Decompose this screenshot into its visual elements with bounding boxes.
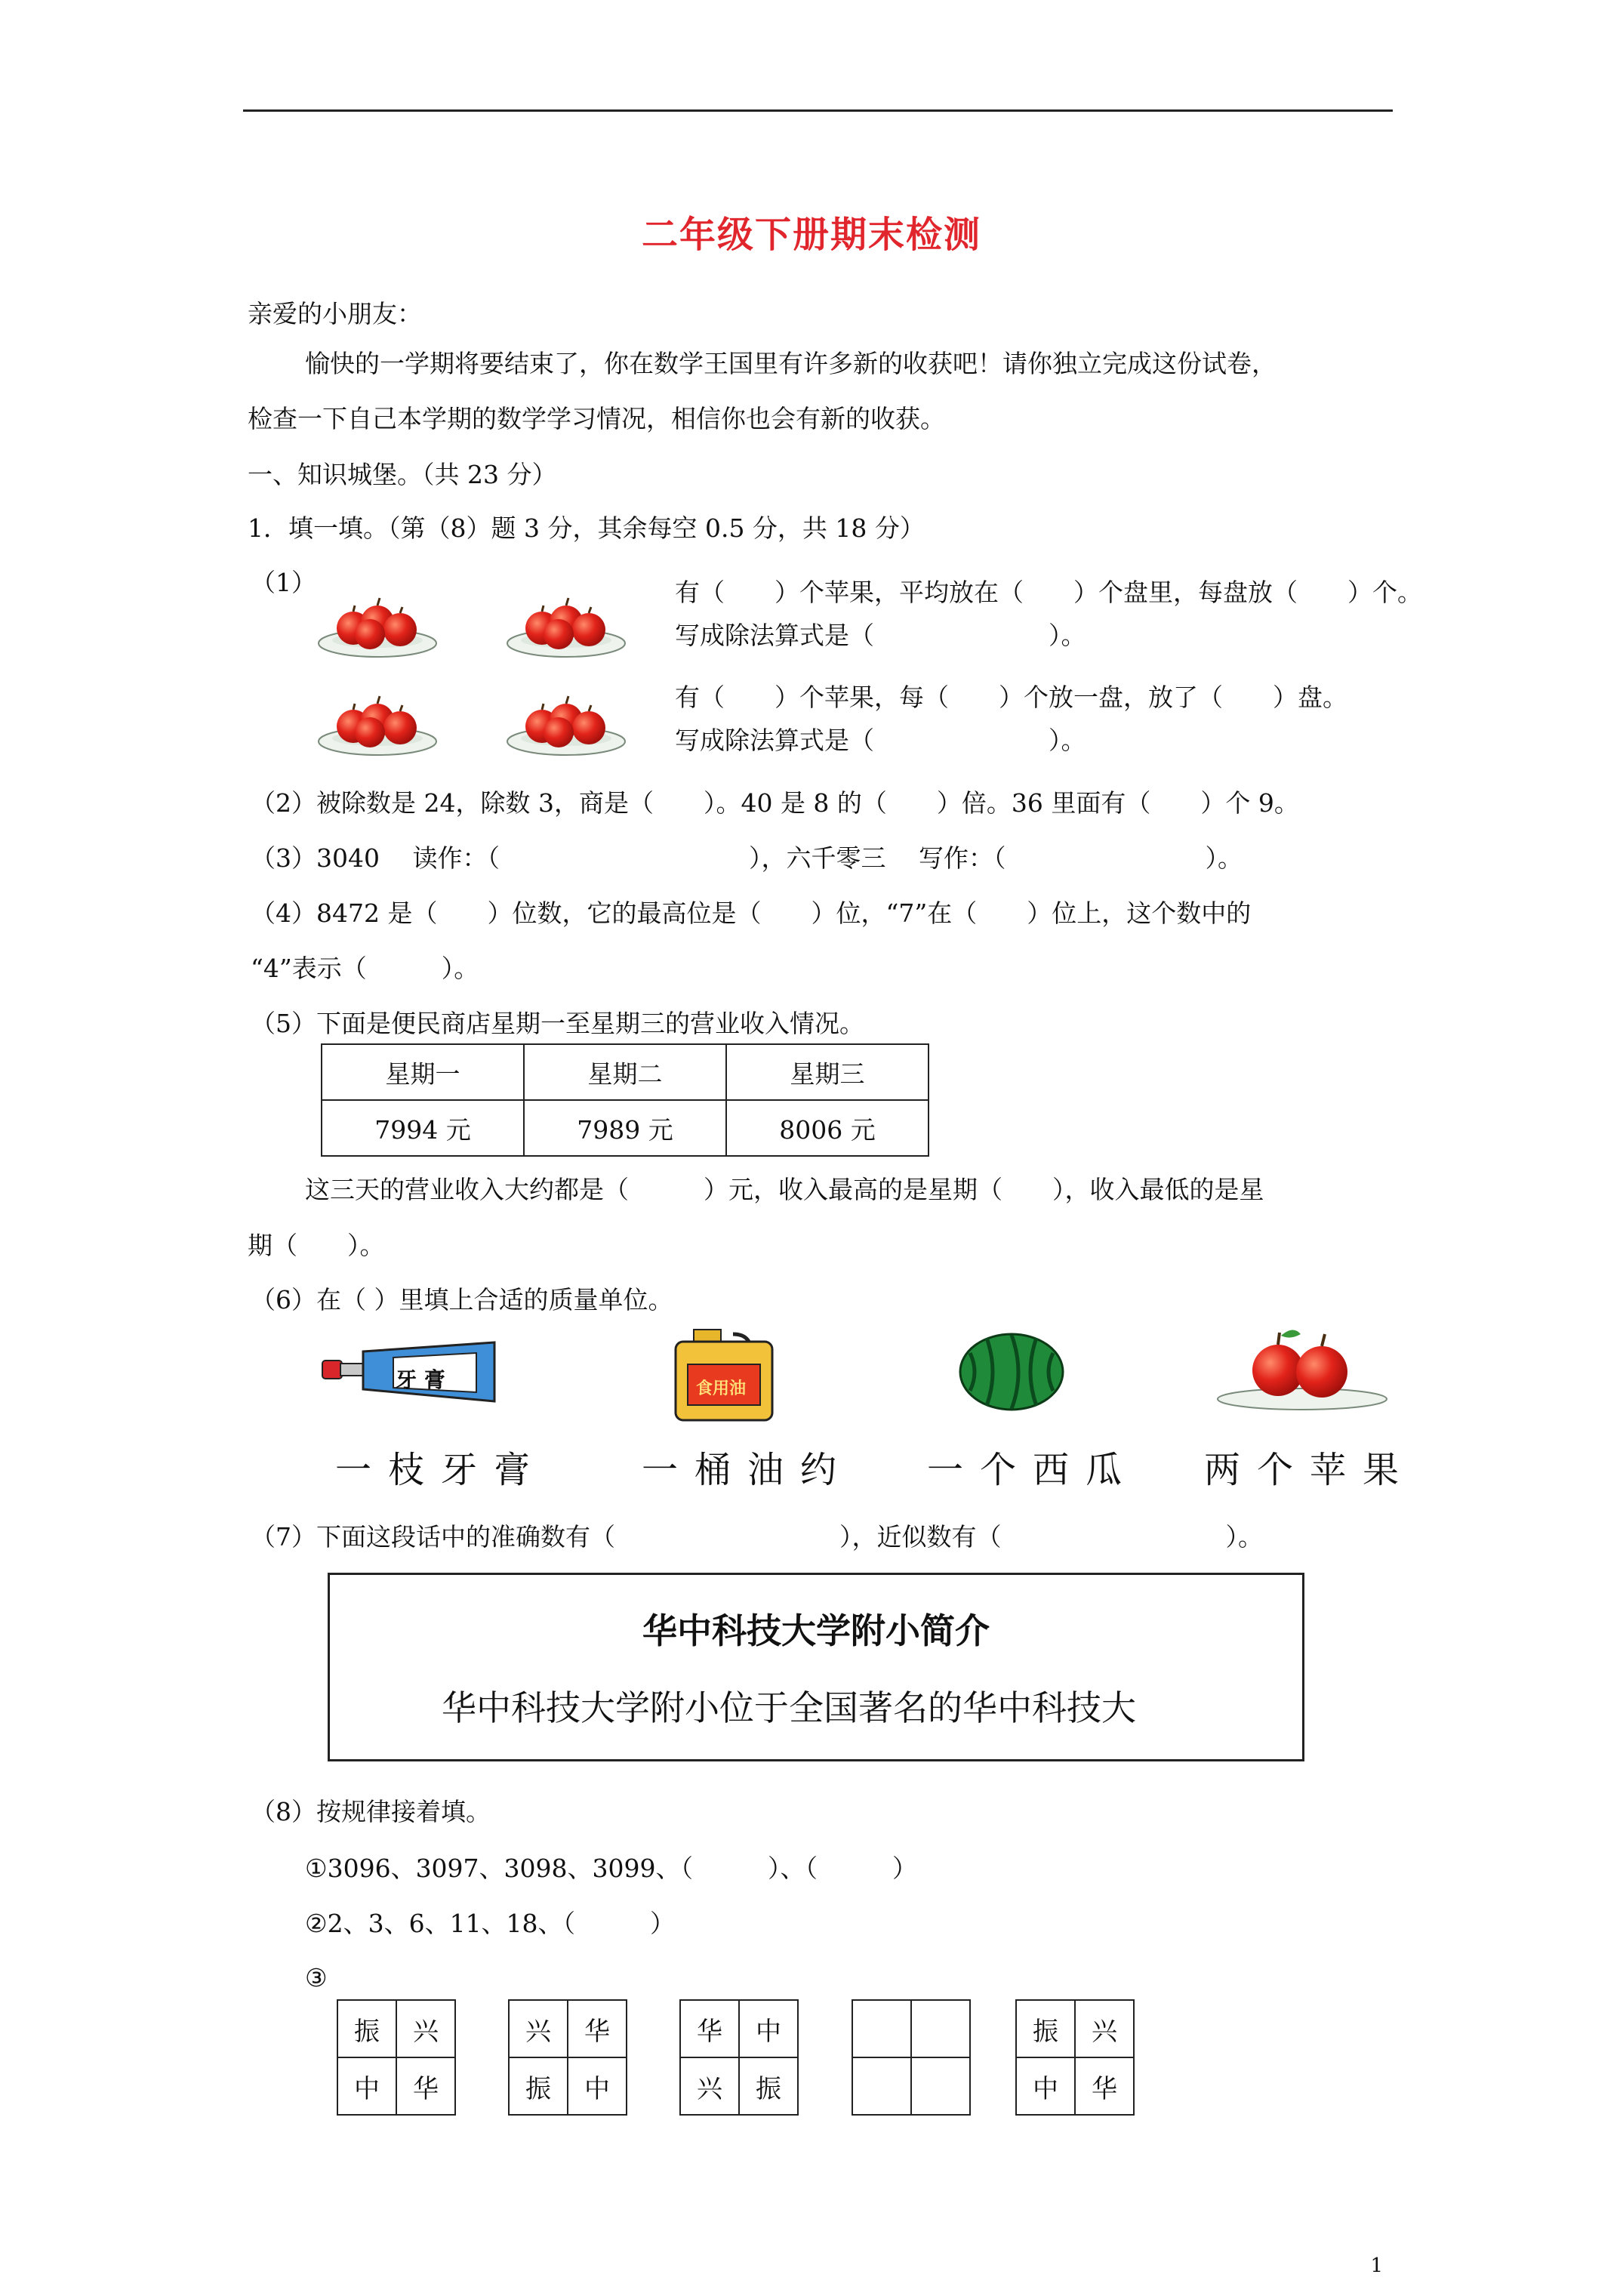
income-header-wed: 星期三 [726, 1044, 929, 1100]
q1-8: （8）按规律接着填。 [251, 1797, 491, 1826]
item-toothpaste: 一枝牙膏 [335, 1449, 547, 1491]
pattern-grid-1 [337, 1999, 456, 2116]
income-header-mon: 星期一 [322, 1044, 524, 1100]
q1-6: （6）在（ ）里填上合适的质量单位。 [251, 1285, 673, 1314]
q1-1-line-a2: 写成除法算式是（ ）。 [675, 621, 1086, 650]
header-rule [243, 109, 1393, 112]
apple-plate-3 [319, 696, 436, 755]
school-intro-text: 华中科技大学附小位于全国著名的华中科技大 [442, 1687, 1136, 1728]
item-apples: 两个苹果 [1204, 1449, 1416, 1491]
grid-cell: 中 [739, 2000, 798, 2057]
q1-1-line-b1: 有（ ）个苹果，每（ ）个放一盘，放了（ ）盘。 [675, 683, 1347, 712]
school-intro-box [328, 1573, 1304, 1761]
school-intro-heading: 华中科技大学附小简介 [642, 1610, 990, 1651]
grid-cell: 中 [1016, 2057, 1075, 2115]
page-title: 二年级下册期末检测 [641, 214, 981, 256]
intro-line-1: 愉快的一学期将要结束了，你在数学王国里有许多新的收获吧！请你独立完成这份试卷， [305, 349, 1277, 378]
oil-bucket-illustration [668, 1325, 781, 1423]
apple-plates-illustration [317, 574, 664, 770]
grid-cell: 兴 [1075, 2000, 1134, 2057]
income-value-wed: 8006 元 [726, 1100, 929, 1156]
pattern-grid-5 [1015, 1999, 1135, 2116]
q1-1-line-a1: 有（ ）个苹果，平均放在（ ）个盘里，每盘放（ ）个。 [675, 578, 1422, 607]
grid-cell: 兴 [396, 2000, 455, 2057]
pattern-grid-4-blank [852, 1999, 971, 2116]
grid-cell: 振 [739, 2057, 798, 2115]
section-1-heading: 一、知识城堡。（共 23 分） [248, 460, 557, 489]
watermelon-illustration [955, 1330, 1068, 1413]
grid-cell: 振 [337, 2000, 396, 2057]
sequence-1: ①3096、3097、3098、3099、（ ）、（ ） [305, 1854, 918, 1883]
grid-cell: 华 [568, 2000, 627, 2057]
pattern-grid-3 [679, 1999, 799, 2116]
intro-line-2: 检查一下自己本学期的数学学习情况，相信你也会有新的收获。 [248, 404, 945, 433]
q1-4-line-1: （4）8472 是（ ）位数，它的最高位是（ ）位，“7”在（ ）位上，这个数中的 [251, 898, 1252, 928]
oil-bucket-label: 食用油 [696, 1379, 747, 1398]
grid-cell: 中 [337, 2057, 396, 2115]
q1-5-line-2: 期（ ）。 [248, 1231, 385, 1260]
grid-cell: 华 [680, 2000, 739, 2057]
q1-3: （3）3040 读作：（ ），六千零三 写作：（ ）。 [251, 843, 1243, 873]
q1-1-line-b2: 写成除法算式是（ ）。 [675, 726, 1086, 755]
apple-plate-4 [507, 696, 625, 755]
grid-cell: 兴 [680, 2057, 739, 2115]
grid-cell-blank [852, 2057, 911, 2115]
q1-7: （7）下面这段话中的准确数有（ ），近似数有（ ）。 [251, 1522, 1263, 1552]
question-1-heading: 1．填一填。（第（8）题 3 分，其余每空 0.5 分，共 18 分） [248, 513, 925, 543]
grid-cell-blank [911, 2057, 970, 2115]
q1-5-line-1: 这三天的营业收入大约都是（ ）元，收入最高的是星期（ ），收入最低的是星 [305, 1175, 1264, 1204]
income-header-tue: 星期二 [524, 1044, 726, 1100]
grid-cell: 兴 [509, 2000, 568, 2057]
item-oil: 一桶油约 [642, 1449, 854, 1491]
income-value-mon: 7994 元 [322, 1100, 524, 1156]
grid-cell: 华 [396, 2057, 455, 2115]
grid-cell: 振 [1016, 2000, 1075, 2057]
apple-plate-2 [507, 598, 625, 657]
sequence-3-label: ③ [305, 1963, 328, 1992]
item-watermelon: 一个西瓜 [927, 1449, 1139, 1491]
income-table-header-row [322, 1044, 929, 1100]
pattern-grid-2 [508, 1999, 627, 2116]
q1-2: （2）被除数是 24，除数 3，商是（ ）。40 是 8 的（ ）倍。36 里面有（ ）个 9。 [251, 788, 1299, 818]
q1-5: （5）下面是便民商店星期一至星期三的营业收入情况。 [251, 1009, 864, 1038]
grid-cell: 华 [1075, 2057, 1134, 2115]
grid-cell-blank [911, 2000, 970, 2057]
greeting: 亲爱的小朋友： [248, 299, 422, 328]
grid-cell: 振 [509, 2057, 568, 2115]
income-value-tue: 7989 元 [524, 1100, 726, 1156]
apple-plate-1 [319, 598, 436, 657]
grid-cell-blank [852, 2000, 911, 2057]
page-number: 1 [1370, 2254, 1383, 2277]
income-table-value-row [322, 1100, 929, 1156]
toothpaste-label: 牙 膏 [396, 1367, 445, 1392]
grid-cell: 中 [568, 2057, 627, 2115]
sequence-2: ②2、3、6、11、18、（ ） [305, 1909, 676, 1938]
two-apples-illustration [1212, 1318, 1393, 1416]
q1-1-label: （1） [251, 568, 316, 597]
q1-4-line-2: “4”表示（ ）。 [251, 954, 479, 983]
income-table [321, 1043, 929, 1157]
